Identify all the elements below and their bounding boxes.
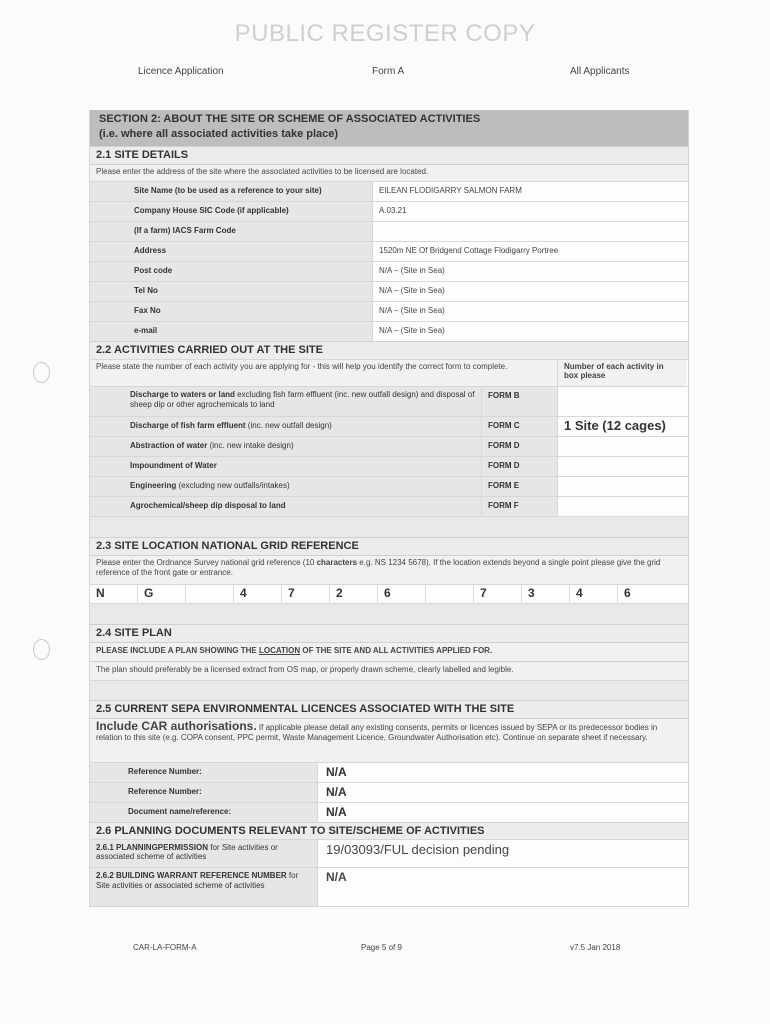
grid-ref-cell[interactable]: 2 (330, 585, 378, 603)
site-detail-row (90, 201, 688, 221)
site-detail-value[interactable]: N/A – (Site in Sea) (373, 282, 688, 301)
licence-reference-value[interactable]: N/A (318, 763, 688, 782)
activity-label-bold: Impoundment of Water (130, 461, 217, 470)
activity-count-field[interactable] (558, 437, 688, 456)
grid-ref-note-bold: characters (316, 558, 358, 567)
licence-reference-row (90, 802, 688, 822)
activity-count-field[interactable] (558, 497, 688, 516)
activity-label (90, 437, 482, 456)
spacer (90, 603, 688, 624)
site-detail-row (90, 301, 688, 321)
site-detail-row (90, 321, 688, 341)
activity-form-ref: FORM F (482, 497, 558, 516)
activity-row (90, 416, 688, 436)
section-title-line1: SECTION 2: ABOUT THE SITE OR SCHEME OF ASSOCIATED ACTIVITIES (99, 113, 481, 125)
site-details-note: Please enter the address of the site where the associated activities to be licensed are located. (90, 164, 688, 181)
site-detail-label: Fax No (90, 302, 373, 321)
site-detail-row (90, 241, 688, 261)
sepa-licences-heading: 2.5 CURRENT SEPA ENVIRONMENTAL LICENCES ASSOCIATED WITH THE SITE (90, 700, 688, 718)
grid-ref-cell[interactable]: 6 (378, 585, 426, 603)
site-detail-label: (If a farm) IACS Farm Code (90, 222, 373, 241)
site-details-heading: 2.1 SITE DETAILS (90, 146, 688, 164)
activity-form-ref: FORM B (482, 387, 558, 416)
sepa-licence-rows (90, 762, 688, 822)
activity-count-field[interactable]: 1 Site (12 cages) (558, 417, 688, 436)
sepa-licences-note (90, 718, 688, 762)
grid-ref-cell[interactable]: 4 (570, 585, 618, 603)
activity-form-ref: FORM D (482, 457, 558, 476)
building-warrant-value[interactable]: N/A (318, 868, 688, 906)
grid-ref-cell[interactable]: N (90, 585, 138, 603)
footer-page-number: Page 5 of 9 (361, 943, 402, 952)
licence-reference-label: Reference Number: (90, 783, 318, 802)
site-detail-label: Company House SIC Code (if applicable) (90, 202, 373, 221)
activity-label (90, 457, 482, 476)
planning-permission-bold: 2.6.1 PLANNINGPERMISSION (96, 843, 209, 852)
activity-label (90, 387, 482, 416)
site-plan-line1-u: LOCATION (258, 646, 301, 655)
planning-heading: 2.6 PLANNING DOCUMENTS RELEVANT TO SITE/SCHEME OF ACTIVITIES (90, 822, 688, 839)
public-register-stamp: PUBLIC REGISTER COPY (234, 20, 536, 47)
site-detail-value[interactable]: EILEAN FLODIGARRY SALMON FARM (373, 182, 688, 201)
site-detail-label: Address (90, 242, 373, 261)
activity-label-bold: Abstraction of water (130, 441, 208, 450)
licence-reference-row (90, 762, 688, 782)
section-2-form (89, 110, 689, 907)
punch-hole-top (33, 362, 50, 383)
activities-rows (90, 386, 688, 516)
activity-label-rest: (inc. new intake design) (207, 441, 294, 450)
site-plan-line1-a: PLEASE INCLUDE A PLAN SHOWING THE (96, 646, 259, 655)
licence-reference-label: Document name/reference: (90, 803, 318, 822)
activity-label (90, 477, 482, 496)
site-detail-label: Tel No (90, 282, 373, 301)
activity-row (90, 476, 688, 496)
site-details-rows (90, 181, 688, 341)
activities-count-header: Number of each activity in box please (558, 360, 686, 386)
grid-ref-cell[interactable]: G (138, 585, 186, 603)
grid-ref-cell[interactable]: 7 (474, 585, 522, 603)
site-plan-instruction (90, 642, 688, 661)
building-warrant-label (90, 868, 318, 906)
site-detail-value[interactable]: N/A – (Site in Sea) (373, 302, 688, 321)
building-warrant-rest: for Site activities or associated scheme of activities (96, 871, 299, 890)
activity-row (90, 436, 688, 456)
activity-count-field[interactable] (558, 457, 688, 476)
activity-label-bold: Engineering (130, 481, 177, 490)
header-audience: All Applicants (570, 66, 630, 77)
licence-reference-label: Reference Number: (90, 763, 318, 782)
activity-row (90, 496, 688, 516)
site-detail-label: e-mail (90, 322, 373, 341)
planning-permission-label (90, 840, 318, 867)
site-detail-row (90, 261, 688, 281)
planning-permission-rest: for Site activities or associated scheme of activities (96, 843, 278, 861)
activity-row (90, 386, 688, 416)
section-title-line2: (i.e. where all associated activities take place) (99, 128, 339, 140)
grid-ref-heading: 2.3 SITE LOCATION NATIONAL GRID REFERENCE (90, 537, 688, 555)
header-form: Form A (372, 66, 405, 77)
header-doc-type: Licence Application (138, 66, 224, 77)
activity-label-rest: excluding fish farm effluent (inc. new outfall design) and disposal of sheep dip or other agrochemicals to land (130, 390, 475, 409)
site-detail-row (90, 181, 688, 201)
activity-form-ref: FORM C (482, 417, 558, 436)
site-detail-value[interactable]: N/A – (Site in Sea) (373, 322, 688, 341)
activities-note: Please state the number of each activity you are applying for - this will help you identify the correct form to complete. (90, 360, 558, 386)
site-plan-heading: 2.4 SITE PLAN (90, 624, 688, 642)
licence-reference-value[interactable]: N/A (318, 783, 688, 802)
sepa-licences-note-text: If applicable please detail any existing consents, permits or licences issued by SEPA or its predecessor bodies in relation to this site (e.g. COPA consent, PPC permit, Waste Management Licence, Groundwater Authorisation etc). Continue on separate sheet if necessary. (96, 723, 658, 742)
grid-ref-note-a: Please enter the Ordnance Survey national grid reference (10 (96, 558, 317, 567)
footer-form-code: CAR-LA-FORM-A (133, 943, 197, 952)
site-plan-guidance: The plan should preferably be a licensed extract from OS map, or properly drawn scheme, clearly labelled and legible. (90, 661, 688, 680)
grid-ref-note (90, 555, 688, 584)
spacer (90, 516, 688, 537)
sepa-licences-lead: Include CAR authorisations. (96, 719, 257, 733)
grid-ref-cells (90, 584, 688, 603)
activities-heading: 2.2 ACTIVITIES CARRIED OUT AT THE SITE (90, 341, 688, 359)
grid-ref-cell[interactable] (426, 585, 474, 603)
site-detail-value[interactable]: N/A – (Site in Sea) (373, 262, 688, 281)
activity-label-bold: Discharge of fish farm effluent (130, 421, 246, 430)
site-detail-value[interactable] (373, 222, 688, 241)
grid-ref-cell[interactable]: 6 (618, 585, 688, 603)
activity-form-ref: FORM D (482, 437, 558, 456)
site-detail-label: Site Name (to be used as a reference to your site) (90, 182, 373, 201)
site-detail-value[interactable]: A.03.21 (373, 202, 688, 221)
activities-note-row (90, 359, 688, 386)
planning-permission-row (90, 839, 688, 867)
site-detail-label: Post code (90, 262, 373, 281)
spacer (90, 680, 688, 700)
footer-version: v7.5 Jan 2018 (570, 943, 621, 952)
grid-ref-cell[interactable]: 3 (522, 585, 570, 603)
activity-label-bold: Agrochemical/sheep dip disposal to land (130, 501, 286, 510)
activity-label (90, 497, 482, 516)
punch-hole-bottom (33, 639, 50, 660)
licence-reference-row (90, 782, 688, 802)
grid-ref-cell[interactable] (186, 585, 234, 603)
activity-label-rest: (excluding new outfalls/intakes) (176, 481, 290, 490)
activity-count-field[interactable] (558, 477, 688, 496)
building-warrant-row (90, 867, 688, 907)
licence-reference-value[interactable]: N/A (318, 803, 688, 822)
activity-label-bold: Discharge to waters or land (130, 390, 235, 399)
section-2-title (90, 110, 688, 146)
activity-label (90, 417, 482, 436)
activity-label-rest: (inc. new outfall design) (245, 421, 332, 430)
activity-row (90, 456, 688, 476)
activity-count-field[interactable] (558, 387, 688, 416)
site-detail-row (90, 281, 688, 301)
site-detail-value[interactable]: 1520m NE Of Bridgend Cottage Flodigarry Portree (373, 242, 688, 261)
building-warrant-bold: 2.6.2 BUILDING WARRANT REFERENCE NUMBER (96, 871, 287, 880)
site-detail-row (90, 221, 688, 241)
site-plan-line1-b: OF THE SITE AND ALL ACTIVITIES APPLIED FOR. (300, 646, 493, 655)
activity-form-ref: FORM E (482, 477, 558, 496)
planning-permission-value[interactable]: 19/03093/FUL decision pending (318, 840, 688, 867)
grid-ref-cell[interactable]: 4 (234, 585, 282, 603)
grid-ref-note-b: e.g. NS 1234 5678). If the location extends beyond a single point please give the grid reference of the front gate or entrance. (96, 558, 661, 577)
grid-ref-cell[interactable]: 7 (282, 585, 330, 603)
